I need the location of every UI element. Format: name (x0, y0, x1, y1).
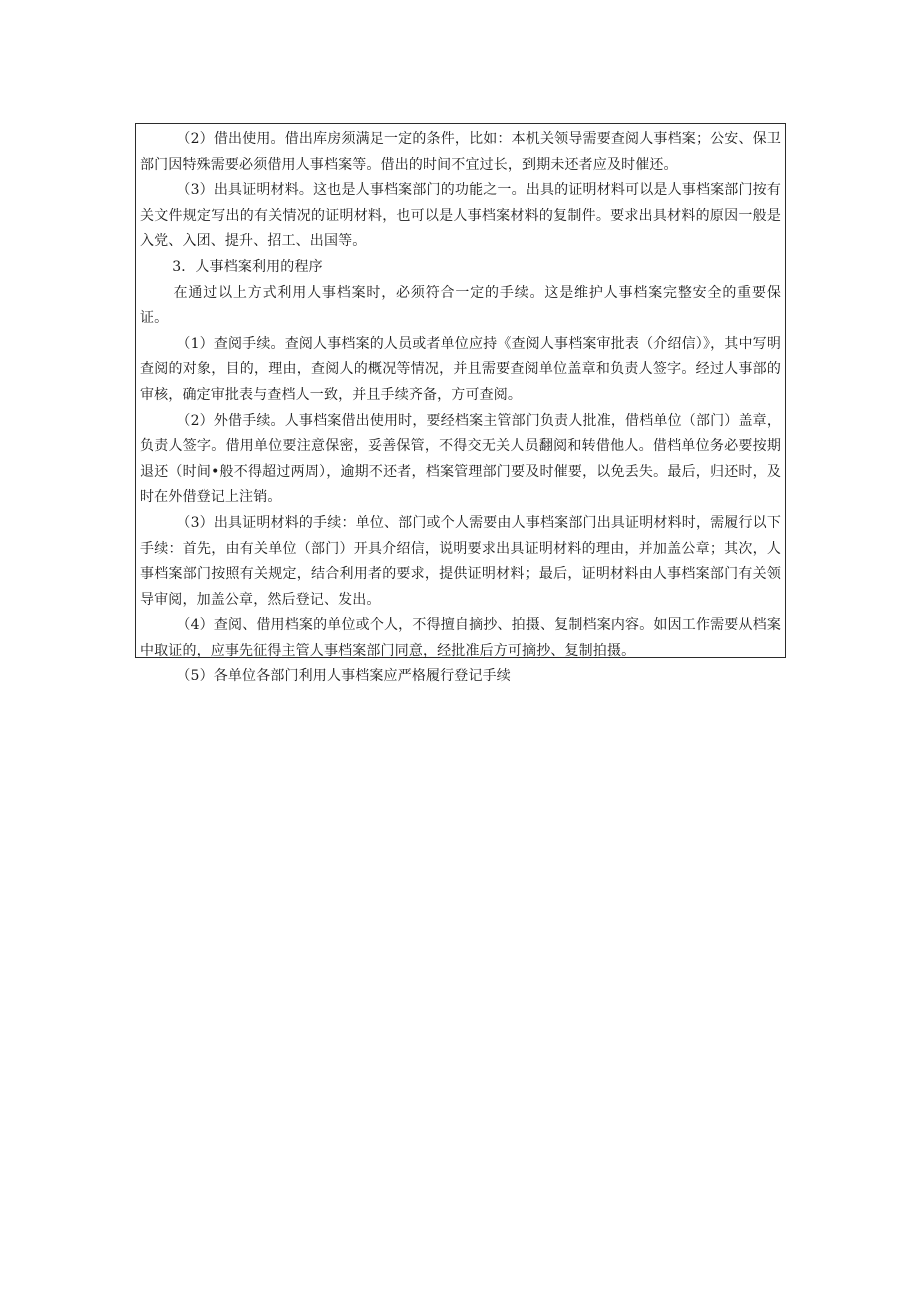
section-heading-procedure: 3．人事档案利用的程序 (172, 258, 323, 275)
paragraph-borrow-out: （2）借出使用。借出库房须满足一定的条件，比如：本机关领导需要查阅人事档案；公安、保卫部门因特殊需要必须借用人事档案等。借出的时间不宜过长，到期未还者应及时催还。 (140, 131, 781, 173)
text-frame (135, 123, 786, 685)
paragraph-lending-procedure: （2）外借手续。人事档案借出使用时，要经档案主管部门负责人批准，借档单位（部门）盖章，负责人签字。借用单位要注意保密，妥善保管，不得交无关人员翻阅和转借他人。借档单位务必要按期退还（时间•般不得超过两周），逾期不还者，档案管理部门要及时催要，以免丢失。最后，归还时，及时在外借登记上注销。 (140, 412, 781, 506)
paragraph-certificate-procedure: （3）出具证明材料的手续：单位、部门或个人需要由人事档案部门出具证明材料时，需履行以下手续：首先，由有关单位（部门）开具介绍信，说明要求出具证明材料的理由，并加盖公章；其次，人事档案部门按照有关规定，结合利用者的要求，提供证明材料；最后，证明材料由人事档案部门有关领导审阅，加盖公章，然后登记、发出。 (140, 514, 781, 608)
paragraph-procedure-intro: 在通过以上方式利用人事档案时，必须符合一定的手续。这是维护人事档案完整安全的重要保证。 (140, 284, 781, 327)
paragraph-certificate-material: （3）出具证明材料。这也是人事档案部门的功能之一。出具的证明材料可以是人事档案部门按有关文件规定写出的有关情况的证明材料，也可以是人事档案材料的复制件。要求出具材料的原因一般是入党、入团、提升、招工、出国等。 (140, 182, 781, 250)
paragraph-registration: （5）各单位各部门利用人事档案应严格履行登记手续 (176, 668, 511, 685)
paragraph-review-procedure: （1）查阅手续。查阅人事档案的人员或者单位应持《查阅人事档案审批表（介绍信）》，其中写明查阅的对象，目的，理由，查阅人的概况等情况，并且需要查阅单位盖章和负责人签字。经过人事部的审核，确定审批表与查档人一致，并且手续齐备，方可查阅。 (140, 335, 781, 403)
paragraph-copy-restriction: （4）查阅、借用档案的单位或个人，不得擅自摘抄、拍摄、复制档案内容。如因工作需要从档案中取证的，应事先征得主管人事档案部门同意，经批准后方可摘抄、复制拍摄。 (140, 617, 781, 659)
